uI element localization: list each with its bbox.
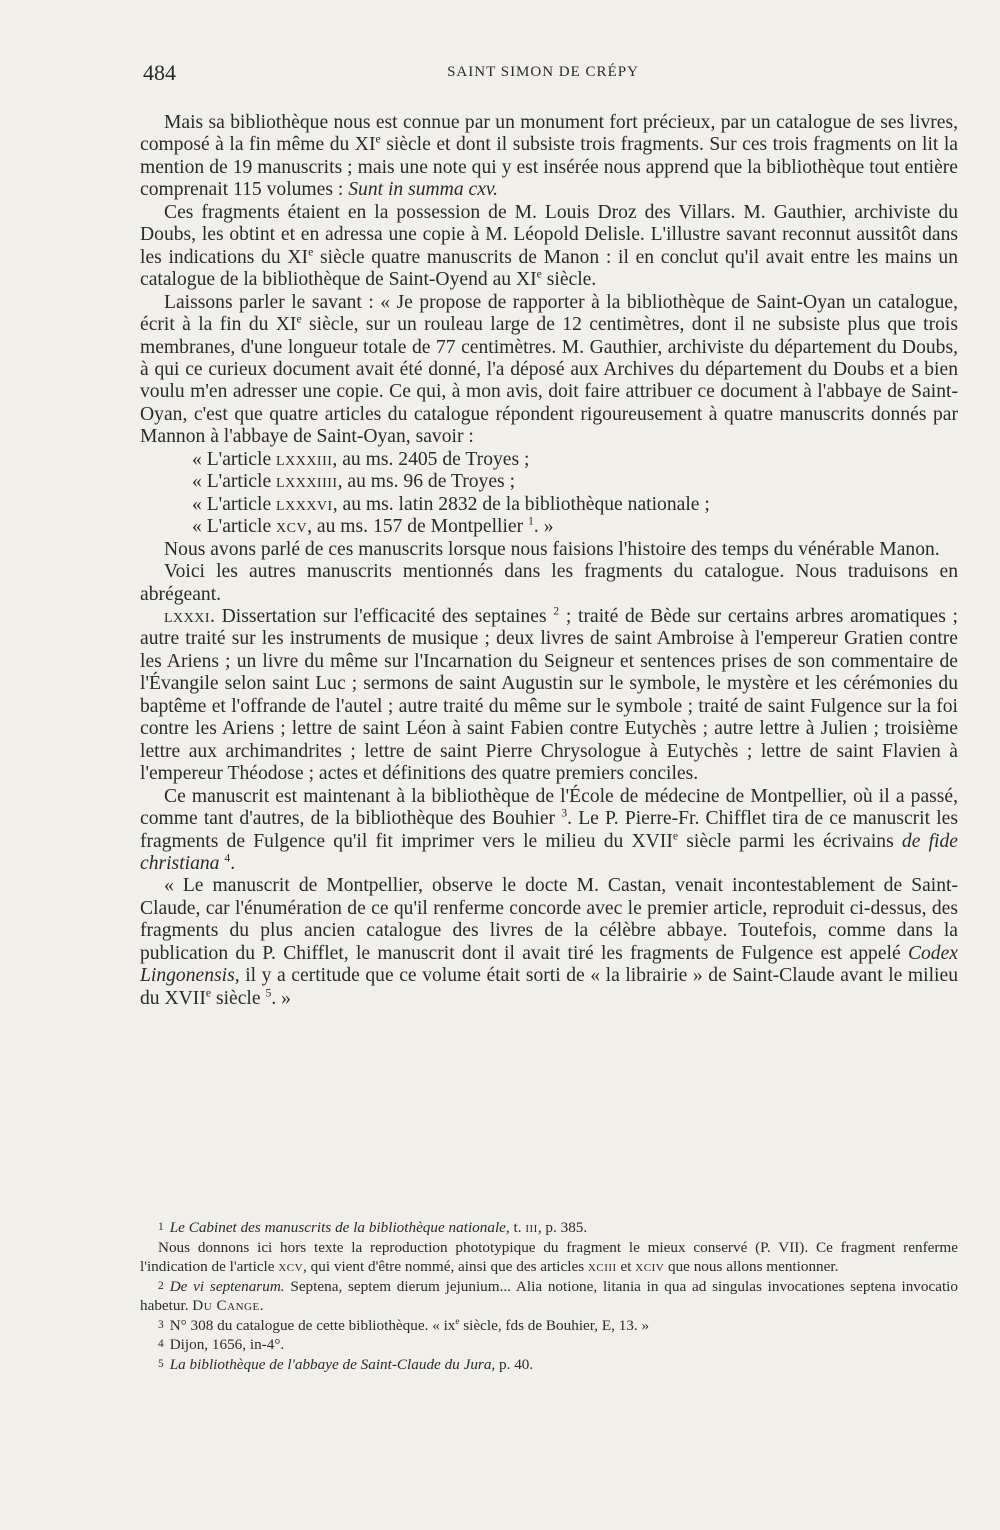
paragraph: Voici les autres manuscrits mentionnés dans les fragments du catalogue. Nous traduisons en abrégeant. bbox=[140, 561, 958, 605]
paragraph: « Le manuscrit de Montpellier, observe le docte M. Castan, venait incontestablement de Saint-Claude, car l'énumération de ce qu'il renferme concorde avec le premier article, reproduit ci-dessus, des fragments du plus ancien catalogue des livres de la célèbre abbaye. Toutefois, comme dans la publication du P. Chifflet, le manuscrit dont il avait tiré les fragments de Fulgence est appelé Codex Lingonensis, il y a certitude que ce volume était sorti de « la librairie » de Saint-Claude avant le milieu du XVIIe siècle $^5$. » bbox=[140, 875, 958, 1009]
quoted-article: « L'article lxxxiii, au ms. 2405 de Troyes ; bbox=[192, 448, 530, 470]
quoted-article: « L'article lxxxvi, au ms. latin 2832 de la bibliothèque nationale ; bbox=[192, 493, 710, 515]
footnote-ref: 2 bbox=[553, 604, 560, 618]
footnote-ref: 5 bbox=[265, 986, 272, 1000]
paragraph: lxxxi. Dissertation sur l'efficacité des septaines $^2$ ; traité de Bède sur certains arbres aromatiques ; autre traité sur les instruments de musique ; deux livres de saint Ambroise à l'empereur Gratien contre les Ariens ; un livre du même sur l'Incarnation du Seigneur et sentences prises de son commentaire de l'Évangile selon saint Luc ; sermons de saint Augustin sur le symbole, le mystère et les cérémonies du baptême et l'offrande de l'autel ; autre traité du même sur le symbole ; traité de saint Fulgence sur la foi contre les Ariens ; lettre de saint Léon à saint Fabien contre Eutychès ; autre lettre à Julien ; troisième lettre aux archimandrites ; lettre de saint Pierre Chrysologue à Eutychès ; lettre de saint Flavien à l'empereur Théodose ; actes et définitions des quatre premiers conciles. bbox=[140, 604, 958, 785]
paragraph: Ces fragments étaient en la possession de M. Louis Droz des Villars. M. Gauthier, archiviste du Doubs, les obtint et en adressa une copie à M. Léopold Delisle. L'illustre savant reconnut aussitôt dans les indications du XIe siècle quatre manuscrits de Manon : il en conclut qu'il avait entre les mains un catalogue de la bibliothèque de Saint-Oyend au XIe siècle. bbox=[140, 201, 958, 291]
paragraph: Laissons parler le savant : « Je propose de rapporter à la bibliothèque de Saint-Oyan un catalogue, écrit à la fin du XIe siècle, sur un rouleau large de 12 centimètres, dont il ne subsiste plus que trois membranes, d'une longueur totale de 77 centimètres. M. Gauthier, archiviste du département du Doubs, à qui ce curieux document avait été donné, l'a déposé aux Archives du département du Doubs et a bien voulu m'en adresser une copie. Ce qui, à mon avis, doit faire attribuer ce document à l'abbaye de Saint-Oyan, c'est que quatre articles du catalogue répondent rigoureusement à quatre manuscrits donnés par Mannon à l'abbaye de Saint-Oyan, savoir : bbox=[140, 291, 958, 448]
footnote: 3 N° 308 du catalogue de cette bibliothèque. « $ix^e$ siècle, fds de Bouhier, E, 13. » bbox=[158, 1315, 650, 1334]
quoted-article: « L'article xcv, au ms. 157 de Montpellier $^1$. » bbox=[192, 514, 554, 538]
footnote-continuation: Nous donnons ici hors texte la reproduction phototypique du fragment le mieux conservé (P. VII). Ce fragment renferme l'indication de l'article xcv, qui vient d'être nommé, ainsi que des articles xciii et xciv que nous allons mentionner. bbox=[140, 1238, 958, 1275]
quoted-article: « L'article lxxxiiii, au ms. 96 de Troyes ; bbox=[192, 471, 516, 493]
footnote-ref: 4 bbox=[224, 851, 231, 865]
main-text bbox=[140, 112, 958, 1010]
footnote: 5 La bibliothèque de l'abbaye de Saint-Claude du Jura, p. 40. bbox=[158, 1355, 534, 1373]
paragraph: Nous avons parlé de ces manuscrits lorsque nous faisions l'histoire des temps du vénérable Manon. bbox=[164, 538, 940, 560]
page-header bbox=[143, 60, 943, 90]
running-title: SAINT SIMON DE CRÉPY bbox=[447, 64, 639, 80]
footnote: 2 De vi septenarum. Septena, septem dierum jejunium... Alia notione, litania in qua ad singulas invocationes septena invocatio habetur. Du Cange. bbox=[140, 1277, 958, 1314]
footnote-ref: 3 bbox=[561, 806, 568, 820]
footnote: 1 Le Cabinet des manuscrits de la bibliothèque nationale, t. iii, p. 385. bbox=[158, 1219, 588, 1236]
paragraph: Ce manuscrit est maintenant à la bibliothèque de l'École de médecine de Montpellier, où il a passé, comme tant d'autres, de la bibliothèque des Bouhier $^3$. Le P. Pierre-Fr. Chifflet tira de ce manuscrit les fragments de Fulgence qu'il fit imprimer vers le milieu du XVIIe siècle parmi les écrivains de fide christiana $^4$. bbox=[140, 785, 959, 874]
footnotes bbox=[140, 1218, 958, 1374]
page-number: 484 bbox=[143, 60, 176, 85]
paragraph: Mais sa bibliothèque nous est connue par un monument fort précieux, par un catalogue de ses livres, composé à la fin même du XIe siècle et dont il subsiste trois fragments. Sur ces trois fragments on lit la mention de 19 manuscrits ; mais une note qui y est insérée nous apprend que la bibliothèque tout entière comprenait 115 volumes : Sunt in summa cxv. bbox=[140, 112, 958, 201]
footnote-ref: 1 bbox=[528, 514, 534, 528]
footnote: 4 Dijon, 1656, in-4°. bbox=[158, 1336, 285, 1353]
